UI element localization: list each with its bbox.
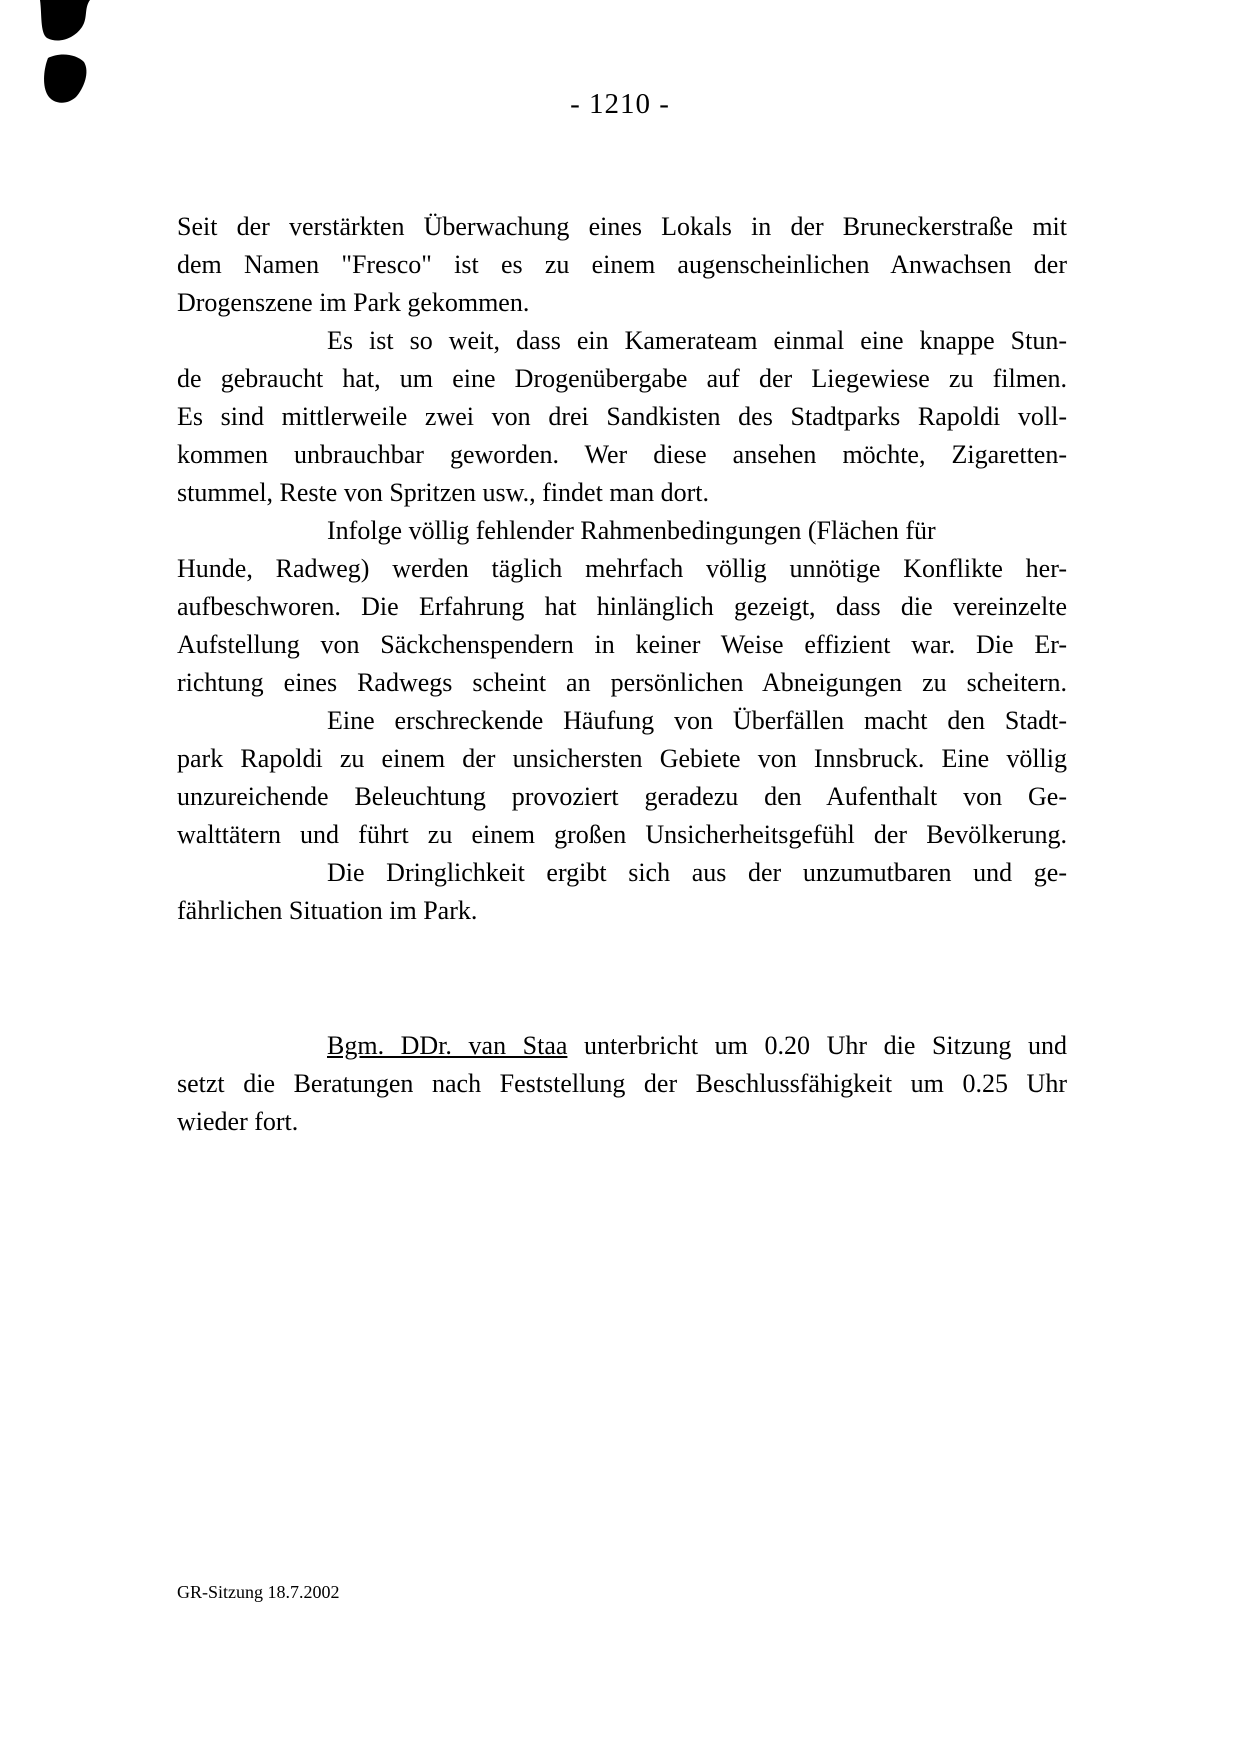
paragraph [177,702,1067,854]
text-line [177,1027,1067,1065]
text-line: Hunde, Radweg) werden täglich mehrfach völlig unnötige Konflikte her- [177,554,1067,583]
text-line: Infolge völlig fehlender Rahmenbedingungen (Flächen für [327,516,936,545]
text-line: Drogenszene im Park gekommen. [177,288,530,317]
paragraph [177,854,1067,930]
text-line: kommen unbrauchbar geworden. Wer diese ansehen möchte, Zigaretten- [177,440,1067,469]
text-line: aufbeschworen. Die Erfahrung hat hinlänglich gezeigt, dass die vereinzelte [177,592,1067,621]
paragraph [177,208,1067,322]
text-line: wieder fort. [177,1107,299,1136]
text-line: stummel, Reste von Spritzen usw., findet man dort. [177,478,709,507]
text-line: setzt die Beratungen nach Feststellung der Beschlussfähigkeit um 0.25 Uhr [177,1069,1067,1098]
text-line: richtung eines Radwegs scheint an persönlichen Abneigungen zu scheitern. [177,668,1067,697]
speaker-line-rest: unterbricht um 0.20 Uhr die Sitzung und [567,1031,1067,1060]
text-line: fährlichen Situation im Park. [177,896,478,925]
page-number: - 1210 - [570,88,670,120]
paragraph-speaker [177,1027,1067,1141]
text-line: dem Namen "Fresco" ist es zu einem augenscheinlichen Anwachsen der [177,250,1067,279]
speaker-name: Bgm. DDr. van Staa [327,1031,568,1060]
text-line: Aufstellung von Säckchenspendern in keiner Weise effizient war. Die Er- [177,630,1067,659]
text-line: walttätern und führt zu einem großen Unsicherheitsgefühl der Bevölkerung. [177,820,1067,849]
text-line: Es sind mittlerweile zwei von drei Sandkisten des Stadtparks Rapoldi voll- [177,402,1067,431]
text-line: Seit der verstärkten Überwachung eines Lokals in der Bruneckerstraße mit [177,212,1067,241]
page-footer: GR-Sitzung 18.7.2002 [177,1582,340,1602]
paragraph [177,322,1067,512]
text-line: Es ist so weit, dass ein Kamerateam einmal eine knappe Stun- [327,326,1067,355]
text-line: Eine erschreckende Häufung von Überfällen macht den Stadt- [327,706,1067,735]
text-line: de gebraucht hat, um eine Drogenübergabe auf der Liegewiese zu filmen. [177,364,1067,393]
text-line: Die Dringlichkeit ergibt sich aus der unzumutbaren und ge- [327,858,1067,887]
text-line: unzureichende Beleuchtung provoziert geradezu den Aufenthalt von Ge- [177,782,1067,811]
text-line: park Rapoldi zu einem der unsichersten Gebiete von Innsbruck. Eine völlig [177,744,1067,773]
document-body [177,208,1067,1141]
paragraph [177,512,1067,702]
